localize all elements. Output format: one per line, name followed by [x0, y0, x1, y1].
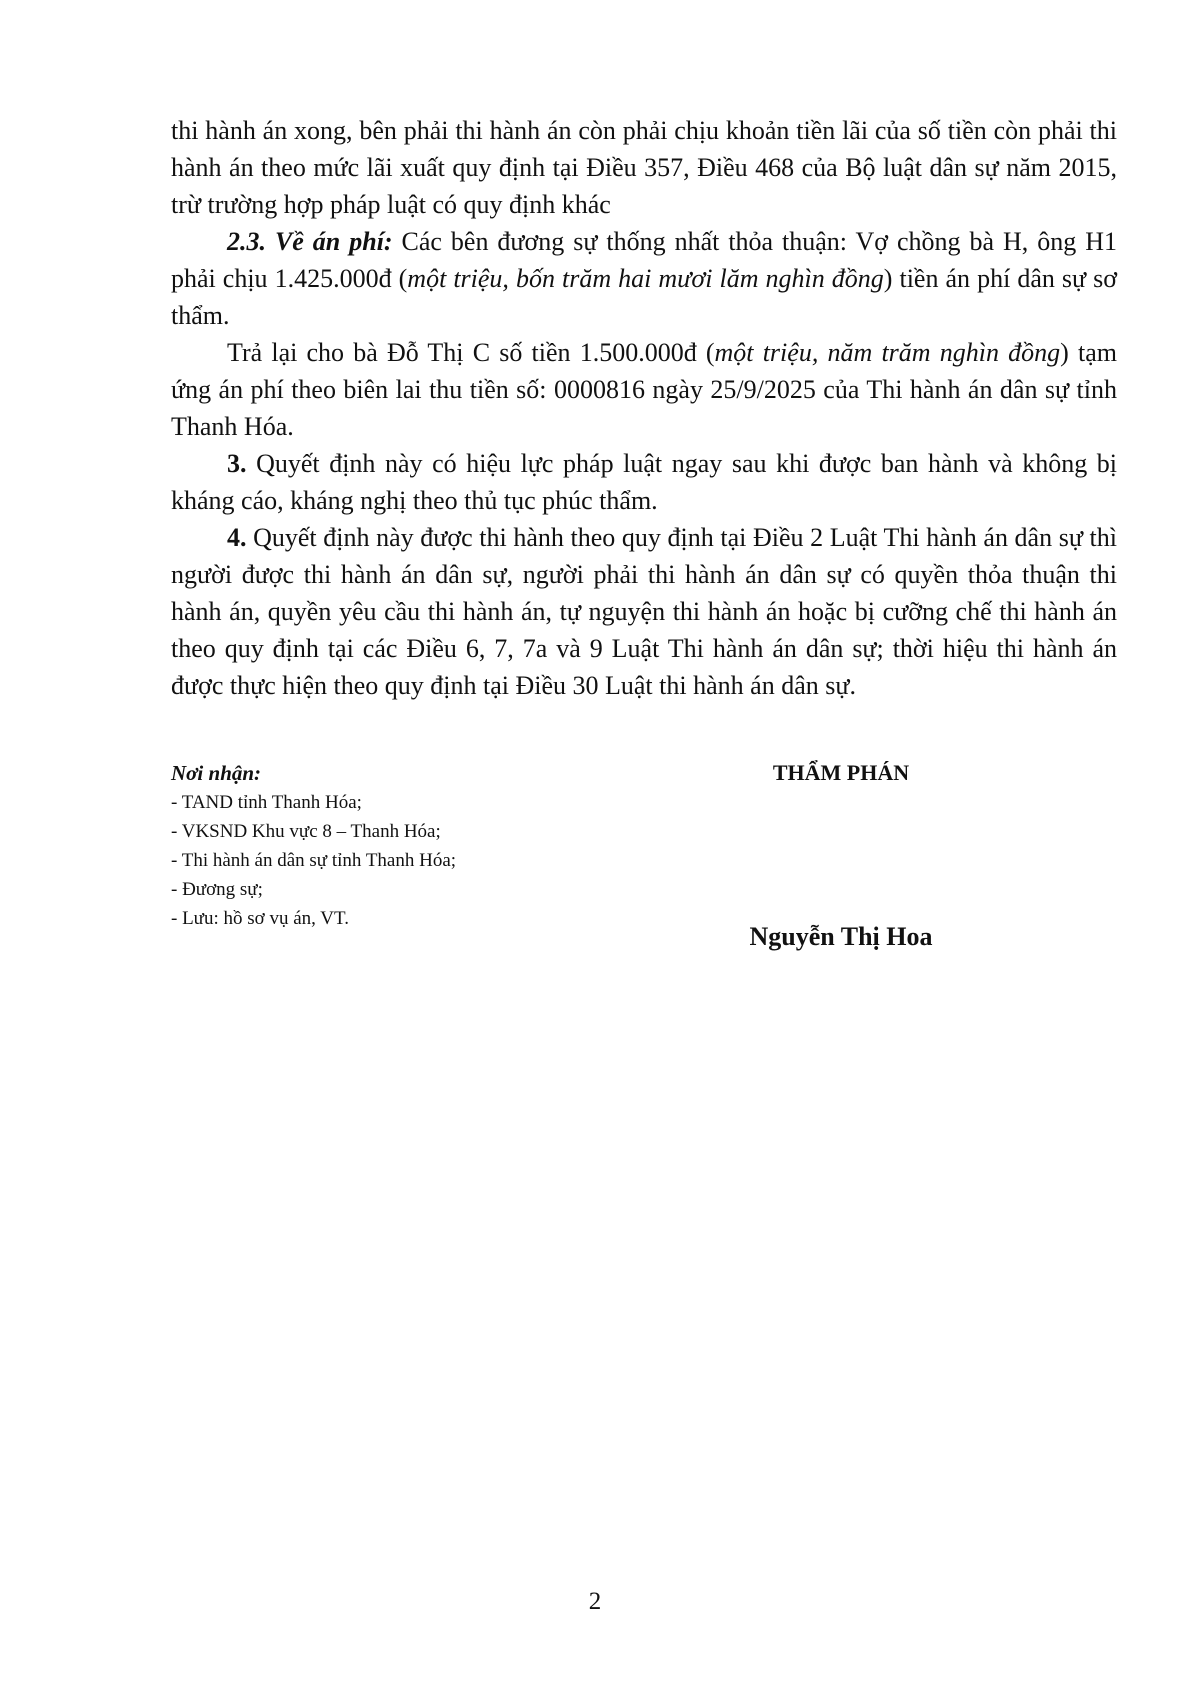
page-number: 2 [588, 1588, 602, 1615]
refund-text-b: ) tạm ứng án phí theo biên lai thu tiền số: 0000816 ngày 25/9/2025 của Thi hành án dân sự tỉnh Thanh Hóa. [171, 338, 1117, 441]
paragraph-enforcement [171, 519, 1117, 704]
document-body [171, 112, 1117, 704]
recipient-item: - VKSND Khu vực 8 – Thanh Hóa; [171, 821, 441, 842]
document-footer [171, 758, 1117, 958]
recipients-block [171, 758, 591, 933]
paragraph-interest: thi hành án xong, bên phải thi hành án còn phải chịu khoản tiền lãi của số tiền còn phải thi hành án theo mức lãi xuất quy định tại Điều 357, Điều 468 của Bộ luật dân sự năm 2015, trừ trường hợp pháp luật có quy định khác [171, 116, 1117, 219]
effect-number: 3. [227, 449, 247, 478]
effect-text: Quyết định này có hiệu lực pháp luật ngay sau khi được ban hành và không bị kháng cáo, kháng nghị theo thủ tục phúc thẩm. [171, 449, 1117, 515]
paragraph-effect [171, 445, 1117, 519]
signer-name: Nguyễn Thị Hoa [749, 922, 933, 951]
court-fee-heading: 2.3. Về án phí: [227, 227, 393, 256]
refund-text-a: Trả lại cho bà Đỗ Thị C số tiền 1.500.000đ ( [227, 338, 715, 367]
signature-block [691, 758, 991, 952]
enforcement-number: 4. [227, 523, 247, 552]
recipient-item: - Lưu: hồ sơ vụ án, VT. [171, 908, 349, 929]
recipients-title: Nơi nhận: [171, 761, 262, 785]
court-fee-text-b: ) tiền án phí dân sự sơ thẩm. [171, 264, 1118, 330]
court-fee-text-a: Các bên đương sự thống nhất thỏa thuận: Vợ chồng bà H, ông H1 phải chịu 1.425.000đ ( [171, 227, 1117, 293]
recipient-item: - TAND tỉnh Thanh Hóa; [171, 792, 362, 813]
recipient-item: - Đương sự; [171, 879, 263, 900]
paragraph-refund [171, 334, 1117, 445]
signer-title: THẨM PHÁN [772, 760, 910, 785]
refund-amount-words: một triệu, năm trăm nghìn đồng [714, 338, 1061, 367]
paragraph-court-fee [171, 223, 1117, 334]
recipients-list [171, 788, 591, 933]
court-fee-amount-words: một triệu, bốn trăm hai mươi lăm nghìn đồng [407, 264, 884, 293]
recipient-item: - Thi hành án dân sự tỉnh Thanh Hóa; [171, 850, 457, 871]
enforcement-text: Quyết định này được thi hành theo quy định tại Điều 2 Luật Thi hành án dân sự thì người được thi hành án dân sự, người phải thi hành án dân sự có quyền thỏa thuận thi hành án, quyền yêu cầu thi hành án, tự nguyện thi hành án hoặc bị cưỡng chế thi hành án theo quy định tại các Điều 6, 7, 7a và 9 Luật Thi hành án dân sự; thời hiệu thi hành án được thực hiện theo quy định tại Điều 30 Luật thi hành án dân sự. [171, 523, 1117, 700]
